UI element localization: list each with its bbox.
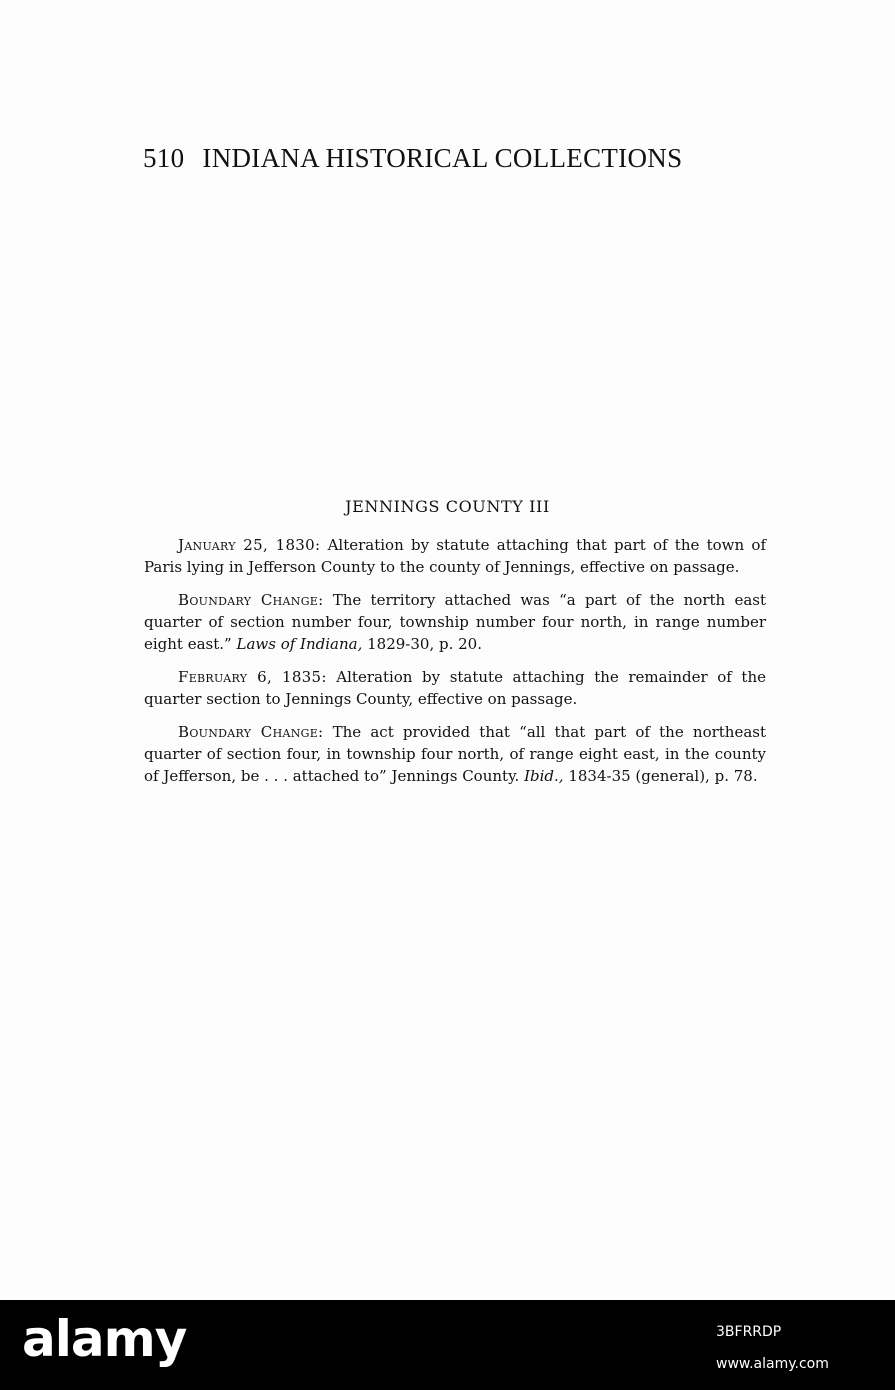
paragraph-text: The act provided that “all that part of the northeast quarter of section four, in township four north, of range eight east, in the county of Jefferson, be . . . attached to” Jennings County. [144,723,767,785]
page-number: 510 [143,143,185,173]
paragraph-lead: Boundary Change: [178,591,324,609]
paragraph-lead: January 25, 1830: [178,536,321,554]
paragraph-text: Alteration by statute attaching the remainder of the quarter section to Jennings County, effective on passage. [144,668,766,708]
citation-tail: 1829-30, p. 20. [362,635,482,653]
alamy-logo: alamy [22,1310,187,1368]
paragraph-lead: Boundary Change: [178,723,324,741]
paragraph [144,534,766,578]
watermark-url: www.alamy.com [716,1356,829,1372]
paragraph [144,721,766,787]
book-title: INDIANA HISTORICAL COLLECTIONS [202,143,683,173]
paragraph [144,589,766,655]
image-id: 3BFRRDP [716,1324,782,1340]
citation: Ibid., [524,767,564,785]
citation-tail: 1834-35 (general), p. 78. [563,767,758,785]
body-text [144,534,766,798]
running-head [143,143,682,174]
section-title: JENNINGS COUNTY III [345,497,550,516]
paragraph-text: The territory attached was “a part of the north east quarter of section number four, township number four north, in range number eight east.” [144,591,766,653]
paragraph [144,666,766,710]
paragraph-lead: February 6, 1835: [178,668,327,686]
citation: Laws of Indiana, [236,635,363,653]
paragraph-text: Alteration by statute attaching that part of the town of Paris lying in Jefferson County to the county of Jennings, effective on passage. [144,536,766,576]
